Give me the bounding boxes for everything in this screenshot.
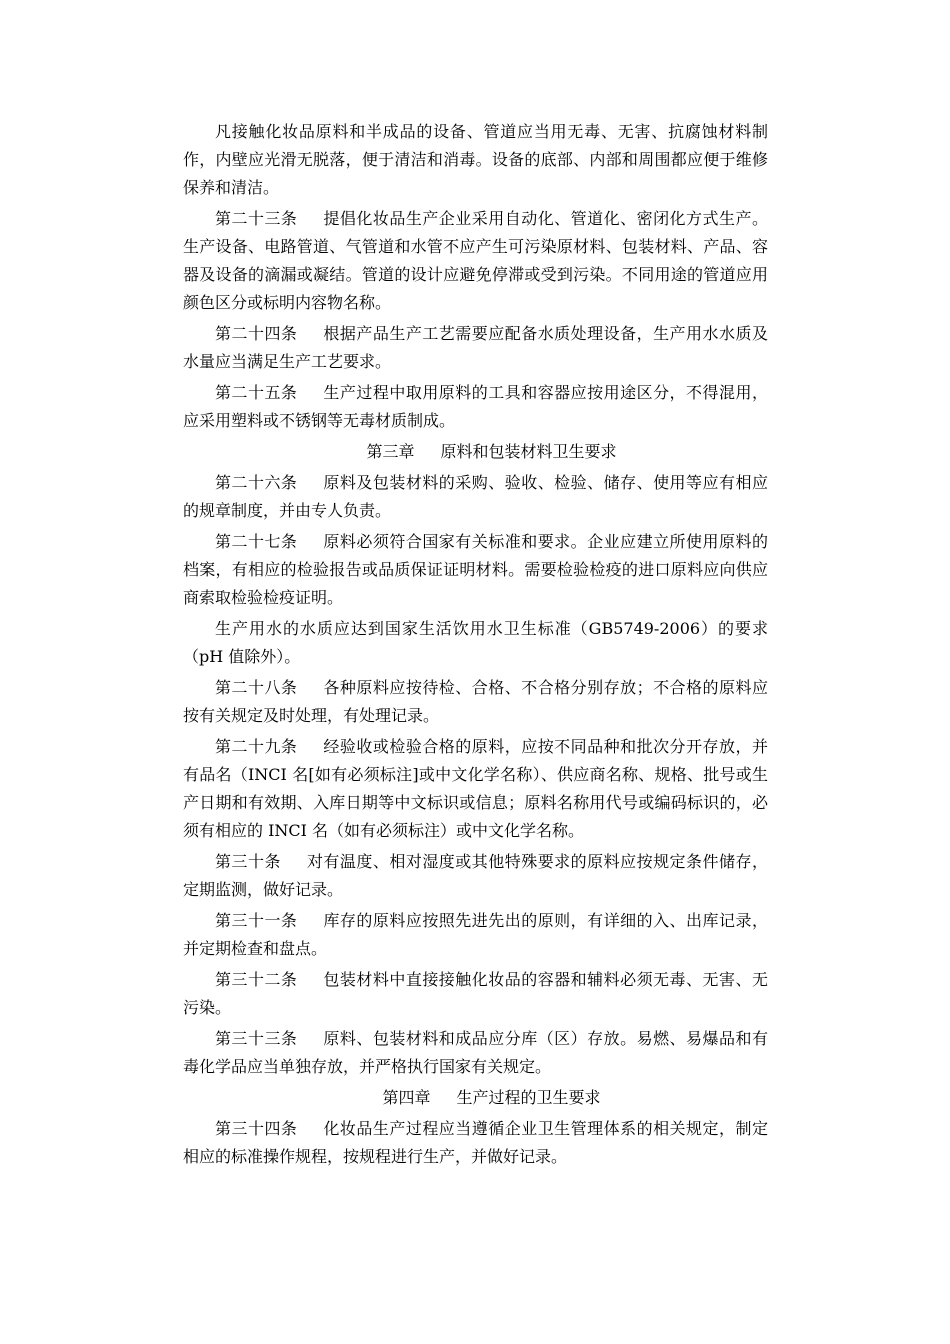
article-33 [183, 1025, 768, 1081]
article-34 [183, 1115, 768, 1171]
article-number: 第二十三条 [215, 209, 298, 228]
article-30 [183, 848, 768, 904]
chapter-3-heading [183, 438, 768, 466]
article-text: 对有温度、相对湿度或其他特殊要求的原料应按规定条件储存，定期监测，做好记录。 [183, 852, 768, 899]
article-23 [183, 205, 768, 317]
chapter-title: 原料和包装材料卫生要求 [440, 442, 617, 461]
article-27 [183, 528, 768, 612]
article-text: 提倡化妆品生产企业采用自动化、管道化、密闭化方式生产。生产设备、电路管道、气管道和水管不应产生可污染原材料、包装材料、产品、容器及设备的滴漏或凝结。管道的设计应避免停滞或受到污染。不同用途的管道应用颜色区分或标明内容物名称。 [183, 209, 768, 312]
article-number: 第三十三条 [215, 1029, 298, 1048]
paragraph [183, 118, 768, 202]
chapter-number: 第四章 [382, 1088, 431, 1107]
paragraph-text: 生产用水的水质应达到国家生活饮用水卫生标准（GB5749-2006）的要求（pH 值除外）。 [183, 619, 768, 666]
paragraph-text: 凡接触化妆品原料和半成品的设备、管道应当用无毒、无害、抗腐蚀材料制作，内壁应光滑无脱落，便于清洁和消毒。设备的底部、内部和周围都应便于维修保养和清洁。 [183, 122, 768, 197]
article-text: 原料必须符合国家有关标准和要求。企业应建立所使用原料的档案，有相应的检验报告或品质保证证明材料。需要检验检疫的进口原料应向供应商索取检验检疫证明。 [183, 532, 768, 607]
article-29 [183, 733, 768, 845]
article-32 [183, 966, 768, 1022]
article-text: 化妆品生产过程应当遵循企业卫生管理体系的相关规定，制定相应的标准操作规程，按规程进行生产，并做好记录。 [183, 1119, 768, 1166]
article-number: 第三十二条 [215, 970, 298, 989]
article-text: 生产过程中取用原料的工具和容器应按用途区分，不得混用，应采用塑料或不锈钢等无毒材质制成。 [183, 383, 768, 430]
article-28 [183, 674, 768, 730]
article-number: 第二十四条 [215, 324, 298, 343]
article-number: 第三十条 [215, 852, 281, 871]
article-24 [183, 320, 768, 376]
chapter-4-heading [183, 1084, 768, 1112]
article-text: 经验收或检验合格的原料，应按不同品种和批次分开存放，并有品名（INCI 名[如有必须标注]或中文化学名称）、供应商名称、规格、批号或生产日期和有效期、入库日期等中文标识或信息；原料名称用代号或编码标识的，必须有相应的 INCI 名（如有必须标注）或中文化学名称。 [183, 737, 768, 840]
article-number: 第三十四条 [215, 1119, 298, 1138]
article-text: 各种原料应按待检、合格、不合格分别存放；不合格的原料应按有关规定及时处理，有处理记录。 [183, 678, 768, 725]
article-text: 库存的原料应按照先进先出的原则，有详细的入、出库记录，并定期检查和盘点。 [183, 911, 768, 958]
article-number: 第二十七条 [215, 532, 298, 551]
chapter-title: 生产过程的卫生要求 [456, 1088, 601, 1107]
article-number: 第二十八条 [215, 678, 298, 697]
article-text: 根据产品生产工艺需要应配备水质处理设备，生产用水水质及水量应当满足生产工艺要求。 [183, 324, 768, 371]
article-text: 包装材料中直接接触化妆品的容器和辅料必须无毒、无害、无污染。 [183, 970, 768, 1017]
paragraph [183, 615, 768, 671]
document-body [183, 118, 768, 1174]
article-31 [183, 907, 768, 963]
article-26 [183, 469, 768, 525]
article-number: 第二十九条 [215, 737, 298, 756]
article-number: 第二十六条 [215, 473, 298, 492]
article-25 [183, 379, 768, 435]
article-number: 第三十一条 [215, 911, 298, 930]
article-text: 原料及包装材料的采购、验收、检验、储存、使用等应有相应的规章制度，并由专人负责。 [183, 473, 768, 520]
article-number: 第二十五条 [215, 383, 298, 402]
chapter-number: 第三章 [366, 442, 415, 461]
article-text: 原料、包装材料和成品应分库（区）存放。易燃、易爆品和有毒化学品应当单独存放，并严格执行国家有关规定。 [183, 1029, 768, 1076]
